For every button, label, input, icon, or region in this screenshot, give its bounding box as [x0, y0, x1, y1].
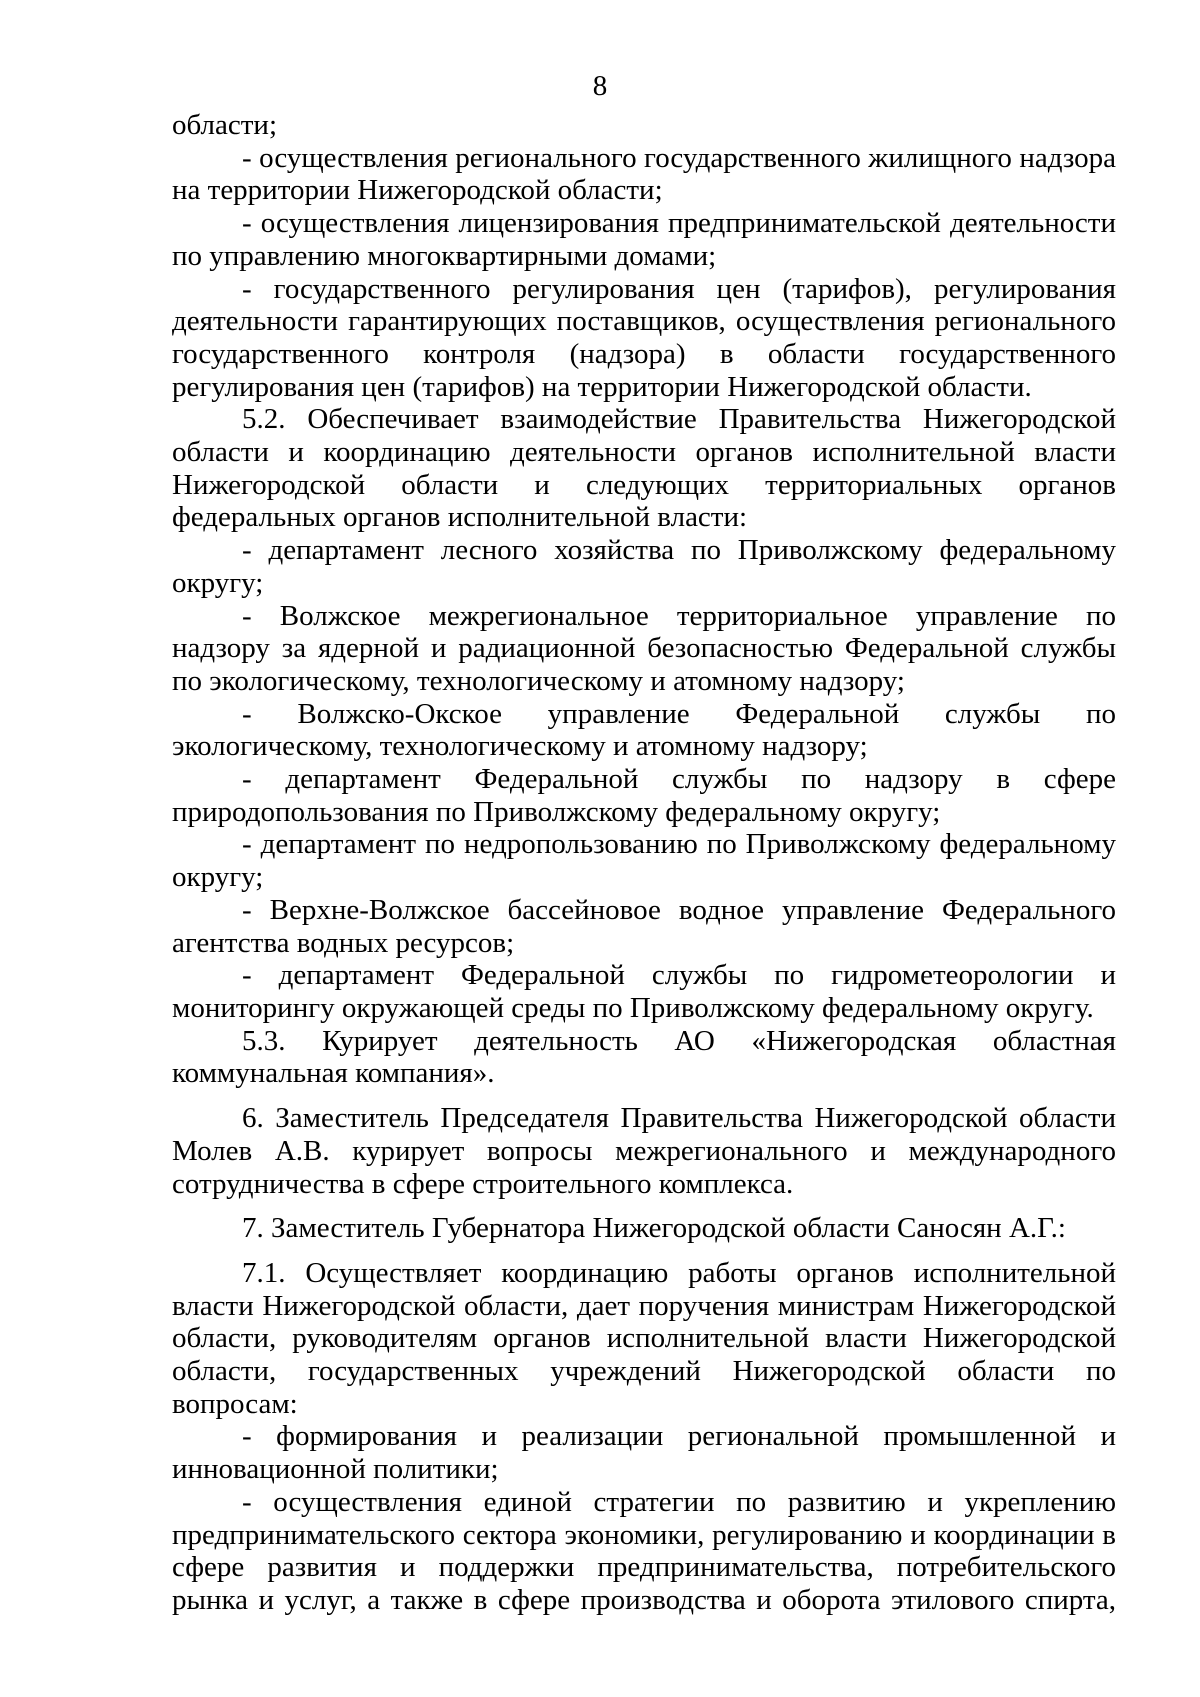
paragraph-8: - департамент Федеральной службы по надзору в сфере природопользования по Приволжскому федеральному округу;: [172, 763, 1116, 828]
paragraph-7: - Волжско-Окское управление Федеральной службы по экологическому, технологическому и атомному надзору;: [172, 697, 1116, 763]
paragraph-12: 5.3. Курирует деятельность АО «Нижегородская областная коммунальная компания».: [172, 1024, 1116, 1090]
paragraph-4: 5.2. Обеспечивает взаимодействие Правительства Нижегородской области и координацию деятельности органов исполнительной власти Нижегородской области и следующих территориальных органов федеральных органов исполнительной власти:: [172, 403, 1116, 534]
paragraph-10: - Верхне-Волжское бассейновое водное управление Федерального агентства водных ресурсов;: [172, 893, 1116, 959]
paragraph-16: - формирования и реализации региональной промышленной и инновационной политики;: [172, 1420, 1116, 1486]
page-number: 8: [592, 70, 608, 102]
document-body: [172, 109, 1116, 1617]
paragraph-5: - департамент лесного хозяйства по Приволжскому федеральному округу;: [172, 534, 1116, 599]
paragraph-9: - департамент по недропользованию по Приволжскому федеральному округу;: [172, 828, 1116, 894]
paragraph-1: - осуществления регионального государственного жилищного надзора на территории Нижегородской области;: [172, 141, 1116, 207]
paragraph-6: - Волжское межрегиональное территориальное управление по надзору за ядерной и радиационной безопасностью Федеральной службы по экологическому, технологическому и атомному надзору;: [172, 599, 1116, 697]
paragraph-17: - осуществления единой стратегии по развитию и укреплению предпринимательского сектора экономики, регулированию и координации в сфере развития и поддержки предпринимательства, потребительского рынка и услуг, а также в сфере производства и оборота этилового спирта,: [172, 1485, 1116, 1616]
paragraph-3: - государственного регулирования цен (тарифов), регулирования деятельности гарантирующих поставщиков, осуществления регионального государственного контроля (надзора) в области государственного регулирования цен (тарифов) на территории Нижегородской области.: [172, 272, 1116, 403]
paragraph-14: 7. Заместитель Губернатора Нижегородской области Саносян А.Г.:: [242, 1212, 1066, 1245]
paragraph-11: - департамент Федеральной службы по гидрометеорологии и мониторингу окружающей среды по Приволжскому федеральному округу.: [172, 959, 1116, 1024]
paragraph-0: области;: [172, 109, 277, 141]
paragraph-2: - осуществления лицензирования предпринимательской деятельности по управлению многоквартирными домами;: [172, 207, 1116, 272]
paragraph-15: 7.1. Осуществляет координацию работы органов исполнительной власти Нижегородской области, дает поручения министрам Нижегородской области, руководителям органов исполнительной власти Нижегородской области, государственных учреждений Нижегородской области по вопросам:: [172, 1256, 1116, 1420]
paragraph-13: 6. Заместитель Председателя Правительства Нижегородской области Молев А.В. курирует вопросы межрегионального и международного сотрудничества в сфере строительного комплекса.: [172, 1102, 1116, 1200]
